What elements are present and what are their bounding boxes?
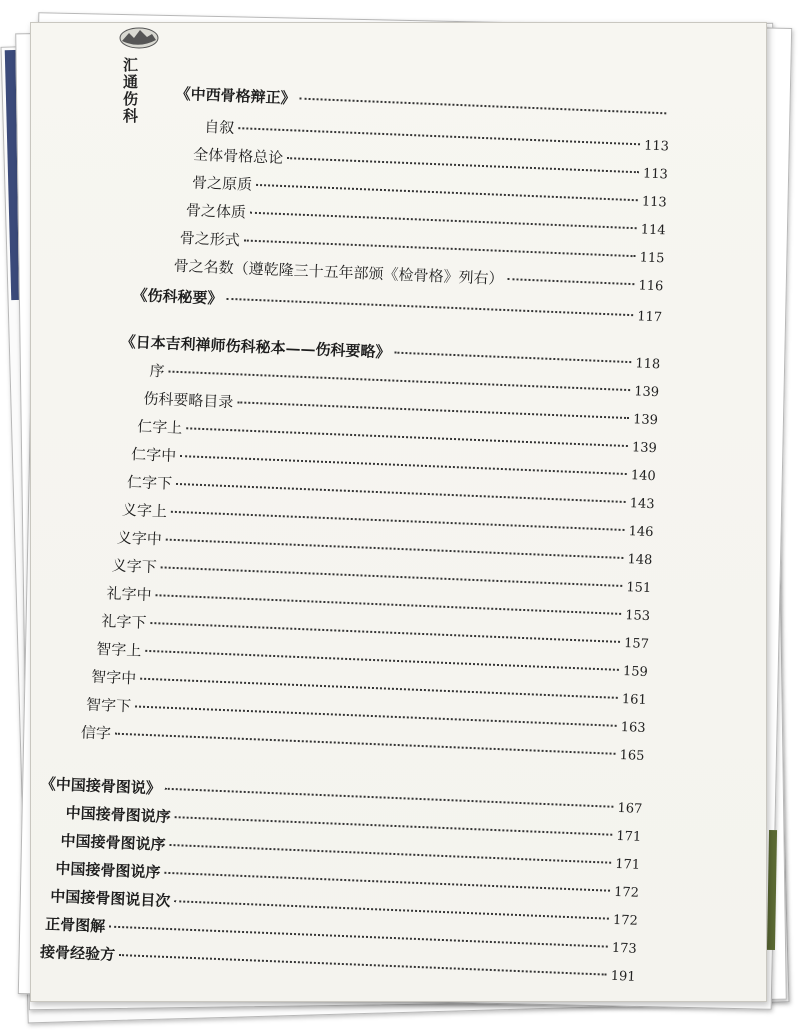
toc-entry-page: 116 <box>638 278 664 295</box>
dot-leader <box>109 926 608 948</box>
toc-entry-page: 165 <box>619 747 645 764</box>
toc-entry-title: 接骨经验方 <box>39 942 116 964</box>
dot-leader <box>169 844 611 864</box>
toc-entry-page: 139 <box>633 384 660 401</box>
toc-entry-page: 114 <box>640 222 666 239</box>
toc-entry-title: 仁字中 <box>130 445 177 465</box>
dot-leader <box>300 98 667 115</box>
toc-entry-page: 143 <box>629 496 655 513</box>
dot-leader <box>164 872 610 892</box>
toc-entry-title: 全体骨格总论 <box>192 145 284 167</box>
dot-leader <box>175 816 613 836</box>
toc-entry-title: 礼字中 <box>106 584 152 605</box>
toc-entry-title: 中国接骨图说序 <box>60 831 166 854</box>
dot-leader <box>226 298 633 316</box>
toc-entry-page: 140 <box>630 468 656 485</box>
dot-leader <box>244 239 636 257</box>
dot-leader <box>507 278 634 285</box>
dot-leader <box>250 212 637 230</box>
toc-entry-title: 中国接骨图说目次 <box>49 887 171 911</box>
dot-leader <box>145 650 619 671</box>
toc-entry-page: 171 <box>614 856 641 873</box>
toc-entry-page: 173 <box>611 940 637 957</box>
toc-entry-page: 146 <box>628 524 654 541</box>
toc-entry-title: 义字下 <box>111 556 158 577</box>
toc-entry-title: 骨之原质 <box>191 173 253 194</box>
toc-entry-title: 仁字上 <box>136 417 183 438</box>
dot-leader <box>140 678 618 699</box>
toc-entry-title: 《中西骨格辩正》 <box>175 84 296 108</box>
dot-leader <box>394 352 631 364</box>
table-of-contents <box>30 22 767 1002</box>
toc-entry-page: 159 <box>622 664 649 681</box>
toc-entry-title: 义字上 <box>121 500 168 521</box>
dot-leader <box>135 705 617 726</box>
dot-leader <box>166 539 624 559</box>
toc-entry-title: 《日本吉利禅师伤科秘本——伤科要略》 <box>120 332 391 362</box>
dot-leader <box>171 511 625 531</box>
dot-leader <box>256 184 638 201</box>
toc-entry-title: 礼字下 <box>101 612 147 632</box>
toc-entry-title: 中国接骨图说序 <box>55 859 161 882</box>
dot-leader <box>237 401 629 419</box>
toc-entry-title: 智字上 <box>95 639 142 660</box>
toc-entry-title: 《中国接骨图说》 <box>40 774 162 798</box>
toc-entry-title: 仁字下 <box>126 472 173 493</box>
toc-entry-page: 191 <box>610 968 636 985</box>
toc-entry-page: 139 <box>632 412 659 429</box>
toc-entry-page: 161 <box>621 692 647 708</box>
dot-leader <box>155 594 621 615</box>
dot-leader <box>186 427 628 447</box>
dot-leader <box>150 622 620 643</box>
toc-entry-title: 智字中 <box>90 667 137 688</box>
dot-leader <box>180 455 627 475</box>
toc-entry-title: 中国接骨图说序 <box>65 803 172 826</box>
dot-leader <box>115 733 616 755</box>
toc-entry-title: 骨之形式 <box>179 228 241 250</box>
toc-entry-page: 172 <box>613 884 640 901</box>
toc-entry-title: 智字下 <box>85 695 132 716</box>
toc-entry-title: 义字中 <box>116 528 163 549</box>
toc-entry-title: 序 <box>149 361 165 381</box>
toc-entry-page: 172 <box>612 912 639 929</box>
toc-entry-title: 《伤科秘要》 <box>132 286 223 308</box>
dot-leader <box>238 127 640 145</box>
book-title: 汇通伤科 <box>121 57 139 125</box>
dot-leader <box>174 900 609 919</box>
toc-entry-title: 骨之体质 <box>185 201 247 222</box>
toc-entry-page: 113 <box>642 166 669 183</box>
toc-entry-page: 139 <box>631 440 658 457</box>
dot-leader <box>287 157 639 173</box>
toc-entry-page: 118 <box>635 356 661 373</box>
toc-entry-page: 157 <box>623 636 650 653</box>
toc-entry-title: 伤科要略目录 <box>143 389 234 412</box>
dot-leader <box>176 483 626 503</box>
toc-entry-page: 163 <box>620 719 646 736</box>
toc-entry-title: 正骨图解 <box>44 915 106 936</box>
toc-entry-title: 骨之名数（遵乾隆三十五年部颁《检骨格》列右） <box>173 256 504 288</box>
toc-entry-page: 151 <box>626 580 652 597</box>
toc-entry-page: 171 <box>616 828 642 845</box>
toc-entry-title: 信字 <box>80 723 112 743</box>
toc-entry-page: 113 <box>643 138 670 155</box>
dot-leader <box>161 566 623 587</box>
toc-entry-page: 115 <box>639 250 665 267</box>
toc-entry-page: 117 <box>636 309 663 326</box>
toc-entry-page: 113 <box>641 194 667 211</box>
book-page <box>30 22 767 1002</box>
toc-entry-title: 自叙 <box>203 117 235 137</box>
toc-entry-page: 167 <box>617 800 643 817</box>
toc-entry-page: 148 <box>627 552 653 569</box>
toc-entry-page: 153 <box>624 608 651 625</box>
dot-leader <box>119 954 607 976</box>
dot-leader <box>168 371 630 392</box>
dot-leader <box>165 788 614 808</box>
